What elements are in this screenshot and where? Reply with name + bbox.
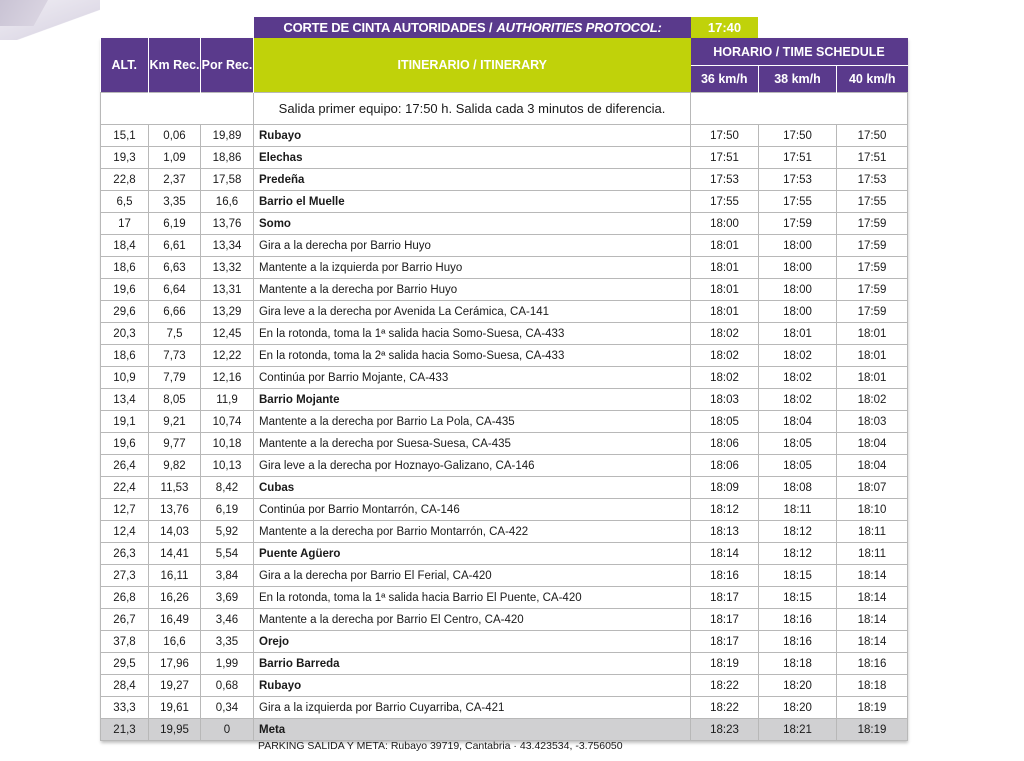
cell-itinerary: Mantente a la derecha por Suesa-Suesa, CA-435 (254, 433, 691, 455)
cell-time-40: 18:14 (837, 631, 908, 653)
cell-time-38: 17:53 (759, 169, 837, 191)
cell-time-40: 18:18 (837, 675, 908, 697)
cell-itinerary: Puente Agüero (254, 543, 691, 565)
header-itinerary: ITINERARIO / ITINERARY (254, 38, 691, 93)
cell-time-40: 17:51 (837, 147, 908, 169)
cell-itinerary: Barrio Mojante (254, 389, 691, 411)
cell-time-40: 18:01 (837, 367, 908, 389)
cell-itinerary: En la rotonda, toma la 2ª salida hacia Somo-Suesa, CA-433 (254, 345, 691, 367)
cell-itinerary: Mantente a la derecha por Barrio El Centro, CA-420 (254, 609, 691, 631)
cell-time-38: 18:00 (759, 301, 837, 323)
cell-time-40: 17:59 (837, 213, 908, 235)
cell-time-38: 18:02 (759, 389, 837, 411)
table-row (101, 631, 908, 653)
header-speed-36: 36 km/h (691, 66, 759, 93)
cell-itinerary: Continúa por Barrio Mojante, CA-433 (254, 367, 691, 389)
cell-alt: 17 (101, 213, 149, 235)
cell-itinerary: En la rotonda, toma la 1ª salida hacia Somo-Suesa, CA-433 (254, 323, 691, 345)
table-row (101, 389, 908, 411)
cell-time-38: 17:51 (759, 147, 837, 169)
cell-km-rec: 19,61 (149, 697, 201, 719)
cell-por-rec: 10,18 (201, 433, 254, 455)
cell-por-rec: 18,86 (201, 147, 254, 169)
cell-por-rec: 0,68 (201, 675, 254, 697)
cell-time-38: 17:59 (759, 213, 837, 235)
table-row (101, 147, 908, 169)
cell-time-38: 18:18 (759, 653, 837, 675)
cell-time-36: 18:01 (691, 235, 759, 257)
cell-itinerary: Cubas (254, 477, 691, 499)
cell-time-36: 18:13 (691, 521, 759, 543)
cell-time-38: 18:08 (759, 477, 837, 499)
cell-time-36: 18:09 (691, 477, 759, 499)
cell-time-36: 18:00 (691, 213, 759, 235)
cell-alt: 33,3 (101, 697, 149, 719)
cell-itinerary: Elechas (254, 147, 691, 169)
cell-time-40: 18:19 (837, 719, 908, 741)
cell-time-40: 17:59 (837, 279, 908, 301)
cell-por-rec: 10,13 (201, 455, 254, 477)
table-row (101, 587, 908, 609)
cell-time-36: 18:06 (691, 433, 759, 455)
cell-itinerary: Rubayo (254, 125, 691, 147)
cell-itinerary: Orejo (254, 631, 691, 653)
cell-alt: 12,7 (101, 499, 149, 521)
cell-por-rec: 19,89 (201, 125, 254, 147)
cell-time-40: 18:19 (837, 697, 908, 719)
cell-alt: 26,8 (101, 587, 149, 609)
cell-time-36: 18:01 (691, 279, 759, 301)
cell-por-rec: 13,32 (201, 257, 254, 279)
cell-alt: 22,4 (101, 477, 149, 499)
header-speed-38: 38 km/h (759, 66, 837, 93)
cell-por-rec: 3,69 (201, 587, 254, 609)
cell-time-40: 18:16 (837, 653, 908, 675)
cell-km-rec: 16,26 (149, 587, 201, 609)
cell-alt: 19,3 (101, 147, 149, 169)
cell-por-rec: 0,34 (201, 697, 254, 719)
cell-time-40: 18:10 (837, 499, 908, 521)
cell-time-38: 18:15 (759, 565, 837, 587)
cell-alt: 22,8 (101, 169, 149, 191)
cell-alt: 28,4 (101, 675, 149, 697)
cell-alt: 27,3 (101, 565, 149, 587)
cell-alt: 10,9 (101, 367, 149, 389)
cell-time-36: 18:14 (691, 543, 759, 565)
cell-time-38: 18:16 (759, 631, 837, 653)
table-row (101, 323, 908, 345)
cell-time-36: 18:23 (691, 719, 759, 741)
cell-time-40: 17:50 (837, 125, 908, 147)
cell-itinerary: Gira leve a la derecha por Avenida La Cerámica, CA-141 (254, 301, 691, 323)
cell-time-38: 17:50 (759, 125, 837, 147)
cell-time-36: 18:22 (691, 697, 759, 719)
cell-km-rec: 6,19 (149, 213, 201, 235)
cell-por-rec: 13,29 (201, 301, 254, 323)
cell-time-38: 18:12 (759, 521, 837, 543)
cell-time-40: 18:11 (837, 521, 908, 543)
cell-time-40: 17:53 (837, 169, 908, 191)
cell-km-rec: 2,37 (149, 169, 201, 191)
protocol-label (254, 17, 691, 38)
header-speed-40: 40 km/h (837, 66, 908, 93)
table-row (101, 653, 908, 675)
cell-km-rec: 8,05 (149, 389, 201, 411)
header-alt: ALT. (101, 38, 149, 93)
protocol-label-italic: AUTHORITIES PROTOCOL: (496, 20, 662, 35)
cell-alt: 19,6 (101, 433, 149, 455)
cell-time-36: 18:12 (691, 499, 759, 521)
cell-por-rec: 0 (201, 719, 254, 741)
cell-itinerary: Mantente a la derecha por Barrio La Pola, CA-435 (254, 411, 691, 433)
cell-km-rec: 19,95 (149, 719, 201, 741)
table-row (101, 499, 908, 521)
cell-time-36: 18:17 (691, 587, 759, 609)
protocol-bar (254, 17, 774, 38)
cell-itinerary: Meta (254, 719, 691, 741)
cell-time-38: 18:00 (759, 279, 837, 301)
cell-time-38: 18:20 (759, 675, 837, 697)
cell-itinerary: Barrio el Muelle (254, 191, 691, 213)
table-row (101, 279, 908, 301)
cell-time-40: 18:04 (837, 455, 908, 477)
cell-por-rec: 5,92 (201, 521, 254, 543)
cell-time-40: 18:14 (837, 609, 908, 631)
cell-time-40: 17:55 (837, 191, 908, 213)
cell-km-rec: 0,06 (149, 125, 201, 147)
table-row (101, 675, 908, 697)
table-row (101, 411, 908, 433)
table-row (101, 125, 908, 147)
table-row (101, 609, 908, 631)
cell-time-38: 18:12 (759, 543, 837, 565)
cell-km-rec: 11,53 (149, 477, 201, 499)
cell-time-36: 17:55 (691, 191, 759, 213)
cell-time-36: 17:51 (691, 147, 759, 169)
cell-km-rec: 16,6 (149, 631, 201, 653)
table-row (101, 301, 908, 323)
cell-alt: 26,4 (101, 455, 149, 477)
cell-itinerary: En la rotonda, toma la 1ª salida hacia Barrio El Puente, CA-420 (254, 587, 691, 609)
cell-time-40: 17:59 (837, 235, 908, 257)
protocol-time: 17:40 (691, 17, 758, 38)
cell-km-rec: 16,11 (149, 565, 201, 587)
table-row (101, 235, 908, 257)
cell-km-rec: 1,09 (149, 147, 201, 169)
table-row (101, 719, 908, 741)
cell-alt: 29,5 (101, 653, 149, 675)
cell-itinerary: Barrio Barreda (254, 653, 691, 675)
cell-por-rec: 11,9 (201, 389, 254, 411)
cell-por-rec: 12,16 (201, 367, 254, 389)
cell-por-rec: 3,84 (201, 565, 254, 587)
cell-alt: 19,1 (101, 411, 149, 433)
schedule-table (100, 38, 908, 741)
cell-time-36: 18:17 (691, 631, 759, 653)
table-row (101, 345, 908, 367)
cell-time-38: 18:04 (759, 411, 837, 433)
cell-time-36: 18:06 (691, 455, 759, 477)
cell-km-rec: 7,73 (149, 345, 201, 367)
info-departure-note: Salida primer equipo: 17:50 h. Salida cada 3 minutos de diferencia. (254, 93, 691, 125)
cell-time-36: 18:03 (691, 389, 759, 411)
cell-por-rec: 13,76 (201, 213, 254, 235)
cell-time-40: 18:03 (837, 411, 908, 433)
cell-alt: 26,3 (101, 543, 149, 565)
table-row (101, 367, 908, 389)
cell-itinerary: Gira a la derecha por Barrio El Ferial, CA-420 (254, 565, 691, 587)
cell-por-rec: 12,22 (201, 345, 254, 367)
cell-time-40: 18:01 (837, 345, 908, 367)
cell-por-rec: 13,31 (201, 279, 254, 301)
cell-time-40: 18:07 (837, 477, 908, 499)
cell-time-36: 18:02 (691, 345, 759, 367)
cell-km-rec: 7,79 (149, 367, 201, 389)
cell-itinerary: Somo (254, 213, 691, 235)
protocol-label-main: CORTE DE CINTA AUTORIDADES / (283, 20, 493, 35)
cell-km-rec: 6,64 (149, 279, 201, 301)
cell-km-rec: 9,77 (149, 433, 201, 455)
table-row (101, 213, 908, 235)
cell-por-rec: 12,45 (201, 323, 254, 345)
cell-por-rec: 1,99 (201, 653, 254, 675)
cell-km-rec: 7,5 (149, 323, 201, 345)
cell-alt: 18,6 (101, 257, 149, 279)
cell-time-38: 18:16 (759, 609, 837, 631)
cell-time-36: 18:05 (691, 411, 759, 433)
cell-time-38: 17:55 (759, 191, 837, 213)
cell-time-36: 18:02 (691, 323, 759, 345)
cell-time-38: 18:11 (759, 499, 837, 521)
cell-km-rec: 17,96 (149, 653, 201, 675)
cell-por-rec: 13,34 (201, 235, 254, 257)
cell-alt: 12,4 (101, 521, 149, 543)
cell-time-38: 18:02 (759, 367, 837, 389)
table-row (101, 521, 908, 543)
cell-por-rec: 3,46 (201, 609, 254, 631)
cell-itinerary: Gira a la derecha por Barrio Huyo (254, 235, 691, 257)
cell-por-rec: 3,35 (201, 631, 254, 653)
cell-time-38: 18:02 (759, 345, 837, 367)
cell-time-36: 18:19 (691, 653, 759, 675)
table-row (101, 455, 908, 477)
cell-km-rec: 6,63 (149, 257, 201, 279)
cell-time-36: 17:50 (691, 125, 759, 147)
cell-por-rec: 17,58 (201, 169, 254, 191)
cell-time-36: 18:01 (691, 301, 759, 323)
info-blank-cell-right (691, 93, 908, 125)
cell-km-rec: 14,41 (149, 543, 201, 565)
cell-por-rec: 5,54 (201, 543, 254, 565)
cell-itinerary: Gira leve a la derecha por Hoznayo-Galizano, CA-146 (254, 455, 691, 477)
cell-km-rec: 6,66 (149, 301, 201, 323)
cell-por-rec: 16,6 (201, 191, 254, 213)
cell-alt: 18,6 (101, 345, 149, 367)
cell-alt: 26,7 (101, 609, 149, 631)
cell-itinerary: Gira a la izquierda por Barrio Cuyarriba, CA-421 (254, 697, 691, 719)
table-row (101, 697, 908, 719)
cell-por-rec: 10,74 (201, 411, 254, 433)
cell-time-40: 18:01 (837, 323, 908, 345)
cell-km-rec: 6,61 (149, 235, 201, 257)
cell-km-rec: 19,27 (149, 675, 201, 697)
cell-time-36: 18:22 (691, 675, 759, 697)
cell-time-40: 17:59 (837, 301, 908, 323)
cell-itinerary: Mantente a la derecha por Barrio Montarrón, CA-422 (254, 521, 691, 543)
table-row (101, 257, 908, 279)
cell-time-40: 18:04 (837, 433, 908, 455)
cell-time-38: 18:15 (759, 587, 837, 609)
table-row (101, 169, 908, 191)
cell-time-40: 18:11 (837, 543, 908, 565)
cell-itinerary: Predeña (254, 169, 691, 191)
cell-alt: 18,4 (101, 235, 149, 257)
cell-itinerary: Rubayo (254, 675, 691, 697)
cell-km-rec: 9,82 (149, 455, 201, 477)
info-blank-cell (101, 93, 254, 125)
cell-por-rec: 6,19 (201, 499, 254, 521)
cell-alt: 20,3 (101, 323, 149, 345)
cell-time-38: 18:05 (759, 455, 837, 477)
header-km-rec: Km Rec. (149, 38, 201, 93)
cell-alt: 37,8 (101, 631, 149, 653)
cell-time-36: 18:01 (691, 257, 759, 279)
cell-time-38: 18:00 (759, 257, 837, 279)
corner-decoration (0, 0, 100, 40)
table-row (101, 433, 908, 455)
header-por-rec: Por Rec. (201, 38, 254, 93)
cell-time-38: 18:20 (759, 697, 837, 719)
parking-info: PARKING SALIDA Y META: Rubayo 39719, Cantabria · 43.423534, -3.756050 (258, 740, 623, 752)
table-row (101, 477, 908, 499)
cell-alt: 19,6 (101, 279, 149, 301)
cell-time-38: 18:05 (759, 433, 837, 455)
table-row (101, 565, 908, 587)
cell-time-36: 17:53 (691, 169, 759, 191)
cell-time-38: 18:21 (759, 719, 837, 741)
cell-km-rec: 16,49 (149, 609, 201, 631)
header-time-schedule: HORARIO / TIME SCHEDULE (691, 38, 908, 66)
cell-itinerary: Mantente a la izquierda por Barrio Huyo (254, 257, 691, 279)
cell-time-36: 18:16 (691, 565, 759, 587)
cell-km-rec: 14,03 (149, 521, 201, 543)
cell-km-rec: 3,35 (149, 191, 201, 213)
cell-time-40: 18:02 (837, 389, 908, 411)
cell-time-40: 18:14 (837, 587, 908, 609)
cell-alt: 13,4 (101, 389, 149, 411)
cell-time-36: 18:17 (691, 609, 759, 631)
table-row (101, 543, 908, 565)
cell-itinerary: Mantente a la derecha por Barrio Huyo (254, 279, 691, 301)
cell-time-40: 17:59 (837, 257, 908, 279)
cell-alt: 15,1 (101, 125, 149, 147)
schedule-table-wrapper (100, 38, 907, 741)
cell-alt: 21,3 (101, 719, 149, 741)
cell-time-36: 18:02 (691, 367, 759, 389)
cell-itinerary: Continúa por Barrio Montarrón, CA-146 (254, 499, 691, 521)
cell-time-40: 18:14 (837, 565, 908, 587)
cell-km-rec: 9,21 (149, 411, 201, 433)
cell-time-38: 18:00 (759, 235, 837, 257)
cell-alt: 29,6 (101, 301, 149, 323)
cell-time-38: 18:01 (759, 323, 837, 345)
cell-por-rec: 8,42 (201, 477, 254, 499)
cell-alt: 6,5 (101, 191, 149, 213)
cell-km-rec: 13,76 (149, 499, 201, 521)
table-row (101, 191, 908, 213)
